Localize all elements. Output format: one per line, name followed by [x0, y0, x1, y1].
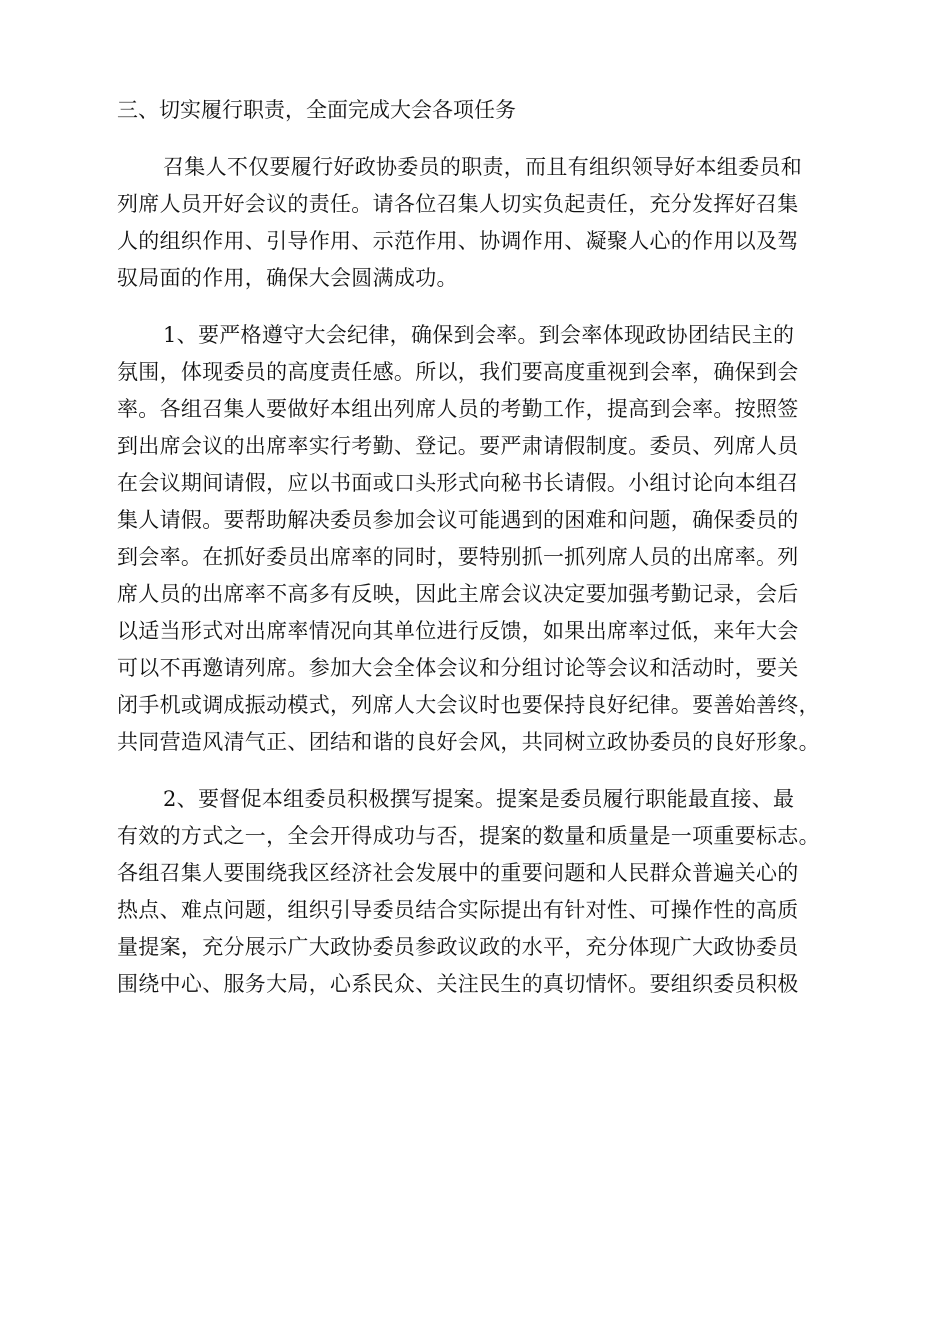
text-line: 有效的方式之一，全会开得成功与否，提案的数量和质量是一项重要标志。 — [117, 824, 820, 848]
document-page — [117, 92, 833, 1023]
text-line: 可以不再邀请列席。参加大会全体会议和分组讨论等会议和活动时，要关 — [117, 656, 799, 680]
text-line: 闭手机或调成振动模式，列席人大会议时也要保持良好纪律。要善始善终， — [117, 693, 820, 717]
text-line: 集人请假。要帮助解决委员参加会议可能遇到的困难和问题，确保委员的 — [117, 508, 799, 532]
paragraph-proposals — [117, 781, 833, 1003]
text-line: 以适当形式对出席率情况向其单位进行反馈，如果出席率过低，来年大会 — [117, 619, 799, 643]
text-line: 席人员的出席率不高多有反映，因此主席会议决定要加强考勤记录，会后 — [117, 582, 799, 606]
text-line: 1、要严格遵守大会纪律，确保到会率。到会率体现政协团结民主的 — [163, 323, 795, 347]
text-line: 围绕中心、服务大局，心系民众、关注民生的真切情怀。要组织委员积极 — [117, 972, 799, 996]
text-line: 各组召集人要围绕我区经济社会发展中的重要问题和人民群众普遍关心的 — [117, 861, 799, 885]
text-line: 到出席会议的出席率实行考勤、登记。要严肃请假制度。委员、列席人员 — [117, 434, 799, 458]
text-line: 氛围，体现委员的高度责任感。所以，我们要高度重视到会率，确保到会 — [117, 360, 799, 384]
text-line: 列席人员开好会议的责任。请各位召集人切实负起责任，充分发挥好召集 — [117, 192, 799, 216]
paragraph-attendance-discipline — [117, 317, 833, 761]
text-line: 量提案，充分展示广大政协委员参政议政的水平，充分体现广大政协委员 — [117, 935, 799, 959]
text-line: 在会议期间请假，应以书面或口头形式向秘书长请假。小组讨论向本组召 — [117, 471, 799, 495]
paragraph-convener-duties — [117, 149, 833, 297]
text-line: 到会率。在抓好委员出席率的同时，要特别抓一抓列席人员的出席率。列 — [117, 545, 799, 569]
text-line: 共同营造风清气正、团结和谐的良好会风，共同树立政协委员的良好形象。 — [117, 730, 820, 754]
text-line: 召集人不仅要履行好政协委员的职责，而且有组织领导好本组委员和 — [163, 155, 802, 179]
text-line: 2、要督促本组委员积极撰写提案。提案是委员履行职能最直接、最 — [163, 787, 795, 811]
section-heading: 三、切实履行职责，全面完成大会各项任务 — [117, 98, 516, 122]
text-line: 热点、难点问题，组织引导委员结合实际提出有针对性、可操作性的高质 — [117, 898, 799, 922]
text-line: 驭局面的作用，确保大会圆满成功。 — [117, 266, 458, 290]
text-line: 人的组织作用、引导作用、示范作用、协调作用、凝聚人心的作用以及驾 — [117, 229, 799, 253]
text-line: 率。各组召集人要做好本组出列席人员的考勤工作，提高到会率。按照签 — [117, 397, 799, 421]
